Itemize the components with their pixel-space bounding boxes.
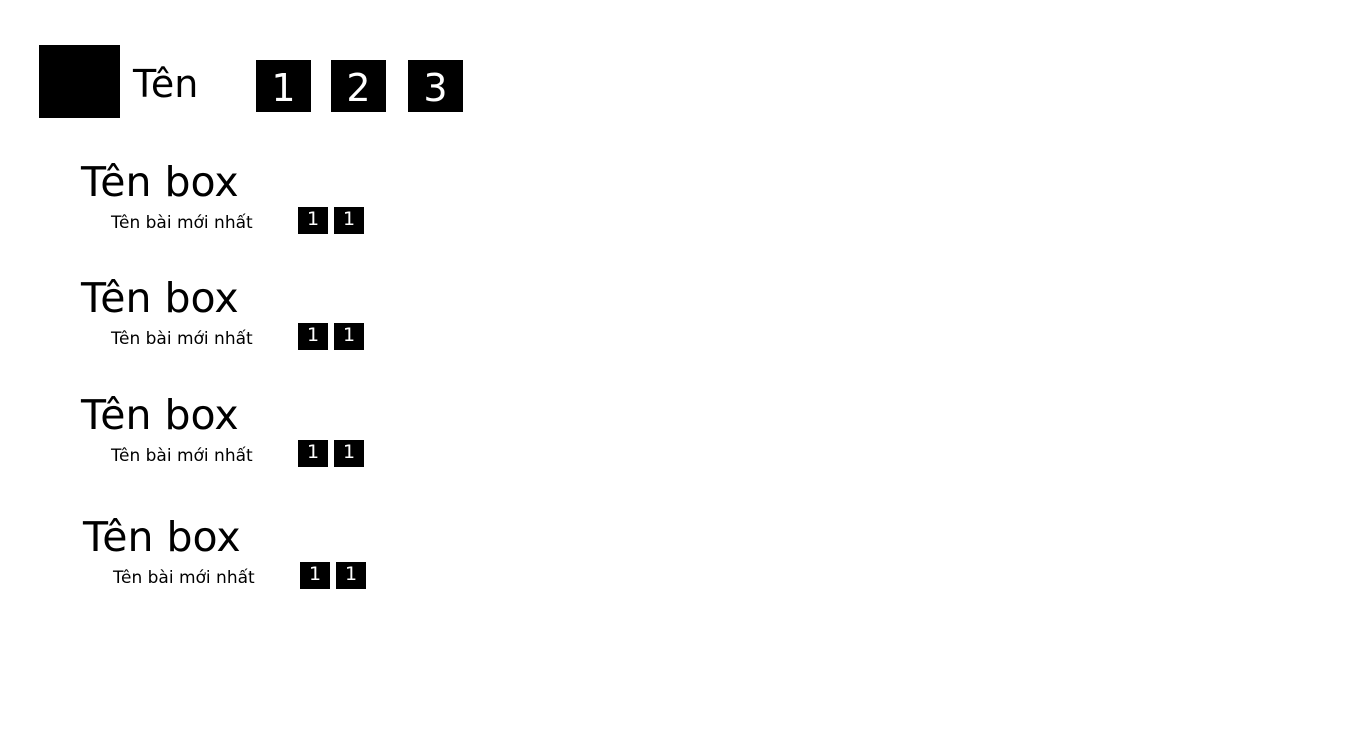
box-title[interactable]: Tên box (83, 513, 241, 561)
tab-3[interactable]: 3 (408, 60, 463, 112)
box-title[interactable]: Tên box (81, 158, 239, 206)
site-name: Tên (133, 62, 199, 106)
box-button-2[interactable]: 1 (334, 207, 364, 234)
logo-block (39, 45, 120, 118)
box-button-1[interactable]: 1 (298, 323, 328, 350)
box-button-2[interactable]: 1 (334, 440, 364, 467)
box-title[interactable]: Tên box (81, 391, 239, 439)
box-section (83, 513, 403, 603)
box-button-1[interactable]: 1 (298, 207, 328, 234)
box-button-1[interactable]: 1 (300, 562, 330, 589)
latest-post-link[interactable]: Tên bài mới nhất (111, 213, 253, 233)
box-section (81, 158, 401, 248)
latest-post-link[interactable]: Tên bài mới nhất (111, 446, 253, 466)
box-section (81, 391, 401, 481)
latest-post-link[interactable]: Tên bài mới nhất (113, 568, 255, 588)
box-button-1[interactable]: 1 (298, 440, 328, 467)
box-button-2[interactable]: 1 (334, 323, 364, 350)
box-section (81, 274, 401, 364)
latest-post-link[interactable]: Tên bài mới nhất (111, 329, 253, 349)
tab-1[interactable]: 1 (256, 60, 311, 112)
box-title[interactable]: Tên box (81, 274, 239, 322)
box-button-2[interactable]: 1 (336, 562, 366, 589)
tab-2[interactable]: 2 (331, 60, 386, 112)
